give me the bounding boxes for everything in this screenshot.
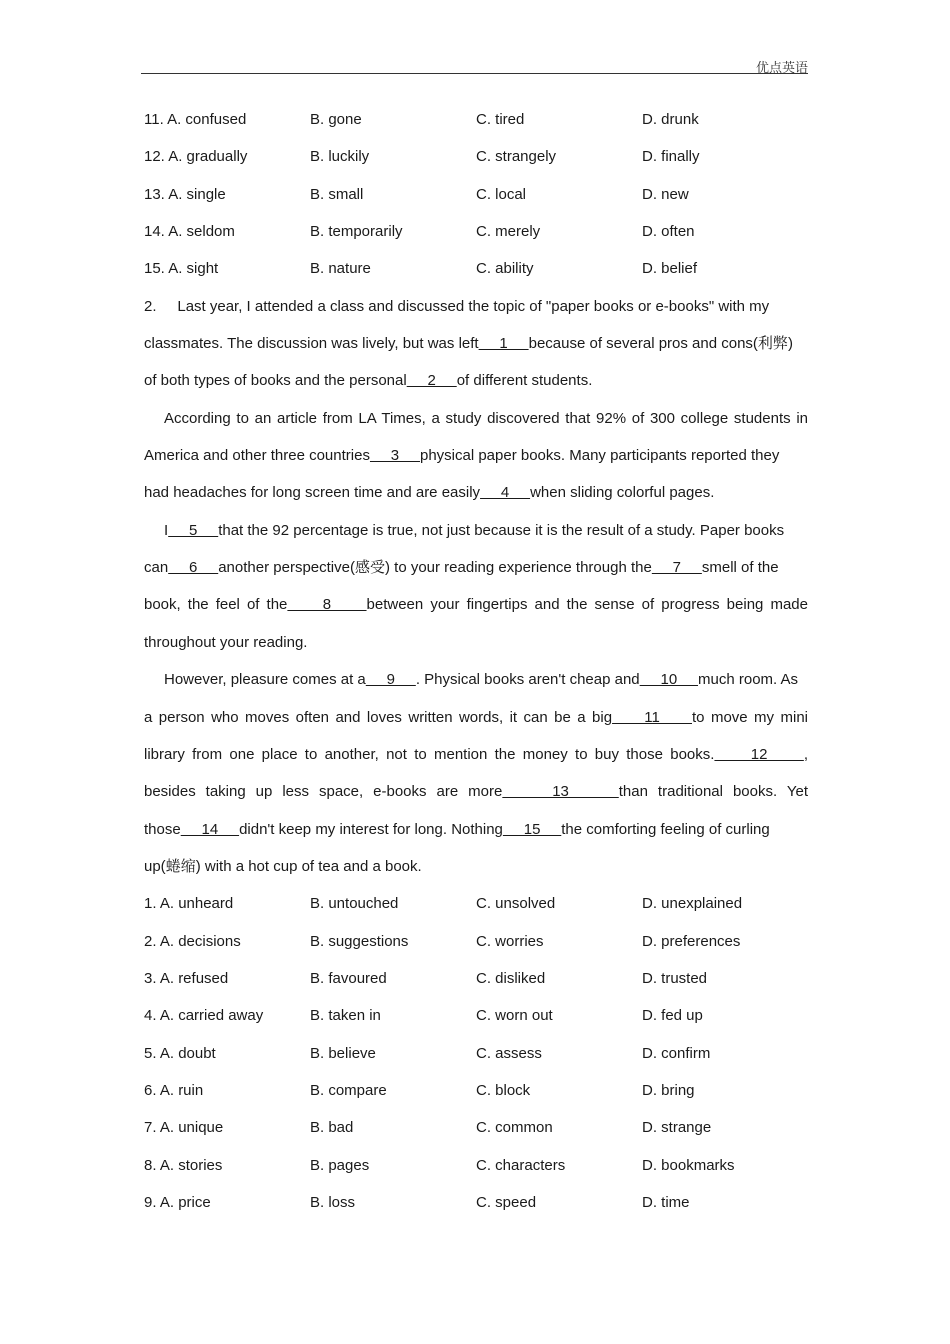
option-choice: D. fed up — [642, 1007, 703, 1025]
blank-15: 15 — [502, 820, 562, 838]
option-choice: C. local — [476, 185, 527, 203]
option-choice: C. common — [476, 1119, 553, 1137]
option-choice: D. often — [642, 223, 695, 241]
option-choice: C. unsolved — [476, 895, 556, 913]
option-choice: 3. A. refused — [144, 969, 229, 987]
option-row — [144, 885, 808, 922]
blank-8: 8 — [287, 596, 367, 614]
blank-7: 7 — [651, 559, 702, 577]
blank-10: 10 — [639, 671, 699, 689]
option-choice: 8. A. stories — [144, 1156, 223, 1174]
option-choice: C. speed — [476, 1193, 537, 1211]
passage-line: of both types of books and the personal 2 of different students. — [144, 372, 593, 390]
option-choice: D. trusted — [642, 969, 708, 987]
option-choice: 9. A. price — [144, 1193, 211, 1211]
passage-line: library from one place to another, not to mention the money to buy those books. 12 , — [144, 745, 809, 763]
option-choice: D. preferences — [642, 932, 741, 950]
option-choice: B. favoured — [310, 969, 387, 987]
passage-line: can 6 another perspective(感受) to your reading experience through the 7 smell of the — [144, 558, 779, 577]
option-choice: C. worries — [476, 932, 544, 950]
options-list — [144, 885, 808, 1221]
passage-line: 2. Last year, I attended a class and discussed the topic of "paper books or e-books" with my — [144, 297, 770, 315]
option-choice: 1. A. unheard — [144, 895, 234, 913]
option-choice: D. strange — [642, 1119, 712, 1137]
passage-line: up(蜷缩) with a hot cup of tea and a book. — [144, 856, 422, 875]
passage-line: besides taking up less space, e-books are more 13 than traditional books. Yet — [144, 783, 808, 801]
option-row — [144, 997, 808, 1034]
option-row — [144, 213, 808, 250]
option-choice: D. bring — [642, 1081, 695, 1099]
option-row — [144, 250, 808, 287]
blank-11: 11 — [612, 708, 692, 726]
passage-line: classmates. The discussion was lively, but was left 1 because of several pros and cons(利弊) — [144, 334, 793, 353]
option-choice: 4. A. carried away — [144, 1007, 264, 1025]
option-choice: 15. A. sight — [144, 260, 219, 278]
passage-line: However, pleasure comes at a 9 . Physical books aren't cheap and 10 much room. As — [164, 671, 799, 689]
option-choice: B. luckily — [310, 148, 370, 166]
options-list-previous — [144, 101, 808, 288]
option-choice: B. compare — [310, 1081, 387, 1099]
passage — [144, 288, 808, 886]
option-row — [144, 1147, 808, 1184]
option-choice: B. bad — [310, 1119, 354, 1137]
option-choice: B. untouched — [310, 895, 399, 913]
option-choice: C. ability — [476, 260, 534, 278]
option-row — [144, 1072, 808, 1109]
blank-1: 1 — [478, 335, 529, 353]
option-choice: B. temporarily — [310, 223, 403, 241]
blank-13: 13 — [502, 783, 619, 801]
blank-4: 4 — [480, 484, 531, 502]
option-choice: 7. A. unique — [144, 1119, 224, 1137]
option-row — [144, 923, 808, 960]
option-choice: B. believe — [310, 1044, 376, 1062]
option-choice: 6. A. ruin — [144, 1081, 204, 1099]
option-choice: 14. A. seldom — [144, 223, 235, 241]
option-choice: C. merely — [476, 223, 541, 241]
option-choice: C. worn out — [476, 1007, 553, 1025]
option-choice: C. assess — [476, 1044, 542, 1062]
option-choice: 12. A. gradually — [144, 148, 248, 166]
blank-14: 14 — [180, 820, 240, 838]
option-choice: D. bookmarks — [642, 1156, 735, 1174]
passage-line: throughout your reading. — [144, 633, 308, 651]
option-choice: C. disliked — [476, 969, 546, 987]
blank-2: 2 — [406, 372, 457, 390]
option-choice: 5. A. doubt — [144, 1044, 216, 1062]
option-choice: D. belief — [642, 260, 698, 278]
option-choice: C. block — [476, 1081, 531, 1099]
passage-line: a person who moves often and loves written words, it can be a big 11 to move my mini — [144, 708, 808, 726]
option-choice: D. time — [642, 1193, 690, 1211]
option-row — [144, 1184, 808, 1221]
option-choice: 11. A. confused — [144, 111, 247, 128]
option-choice: D. unexplained — [642, 895, 743, 913]
option-row — [144, 1109, 808, 1146]
header-brand: 优点英语 — [755, 61, 808, 76]
passage-line: I 5 that the 92 percentage is true, not just because it is the result of a study. Paper books — [164, 521, 785, 539]
option-choice: B. nature — [310, 260, 371, 278]
option-choice: D. finally — [642, 148, 700, 166]
option-row — [144, 138, 808, 175]
passage-line: According to an article from LA Times, a study discovered that 92% of 300 college students in — [164, 409, 808, 427]
option-choice: B. gone — [310, 111, 362, 128]
option-row — [144, 1035, 808, 1072]
blank-5: 5 — [168, 521, 219, 539]
passage-line: those 14 didn't keep my interest for long. Nothing 15 the comforting feeling of curling — [144, 820, 770, 838]
page-header — [141, 54, 808, 74]
option-choice: C. characters — [476, 1156, 566, 1174]
blank-3: 3 — [369, 447, 420, 465]
option-row — [144, 101, 808, 138]
blank-12: 12 — [714, 745, 804, 763]
blank-9: 9 — [365, 671, 416, 689]
passage-line: had headaches for long screen time and are easily 4 when sliding colorful pages. — [144, 484, 715, 502]
option-choice: B. taken in — [310, 1007, 381, 1025]
option-row — [144, 960, 808, 997]
option-choice: D. drunk — [642, 111, 699, 128]
option-choice: C. strangely — [476, 148, 557, 166]
option-choice: B. suggestions — [310, 932, 409, 950]
option-choice: 13. A. single — [144, 185, 226, 203]
passage-line: book, the feel of the 8 between your fingertips and the sense of progress being made — [144, 596, 808, 614]
option-choice: D. confirm — [642, 1044, 711, 1062]
option-choice: B. loss — [310, 1193, 356, 1211]
document-content — [144, 101, 808, 1221]
option-choice: B. pages — [310, 1156, 370, 1174]
option-choice: B. small — [310, 185, 364, 203]
option-choice: 2. A. decisions — [144, 932, 241, 950]
passage-line: America and other three countries 3 physical paper books. Many participants reported they — [144, 447, 780, 465]
option-choice: D. new — [642, 185, 689, 203]
option-choice: C. tired — [476, 111, 525, 128]
option-row — [144, 176, 808, 213]
blank-6: 6 — [168, 559, 219, 577]
